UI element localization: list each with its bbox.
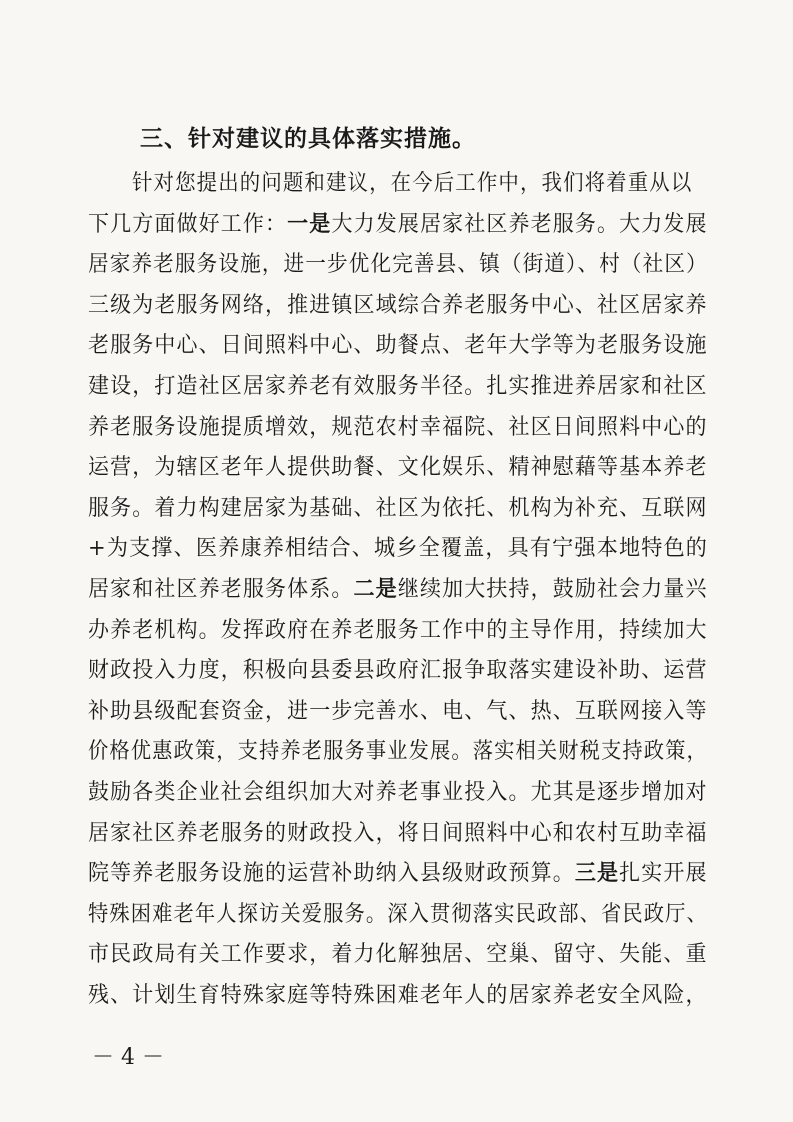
- text-segment: +为支撑、医养康养相结合、城乡全覆盖，具有宁强本地特色的: [88, 536, 709, 562]
- text-segment: 居家和社区养老服务体系。: [88, 577, 354, 602]
- text-segment: 大力发展居家社区养老服务。大力发展: [331, 211, 708, 237]
- text-line: [88, 288, 708, 319]
- text-segment: 市民政局有关工作要求，着力化解独居、空巢、留守、失能、重: [88, 942, 708, 968]
- emphasis-text: 一是: [287, 211, 332, 237]
- text-line: [88, 775, 708, 806]
- text-segment: 财政投入力度，积极向县委县政府汇报争取落实建设补助、运营: [88, 658, 708, 684]
- text-line: [88, 613, 708, 644]
- text-line: [88, 450, 708, 481]
- text-line: [88, 694, 708, 725]
- text-segment: 运营，为辖区老年人提供助餐、文化娱乐、精神慰藉等基本养老: [88, 455, 708, 481]
- page-number: － 4 －: [92, 1045, 164, 1070]
- text-line: [88, 491, 708, 522]
- text-segment: 老服务中心、日间照料中心、助餐点、老年大学等为老服务设施: [88, 333, 708, 359]
- text-line: [88, 734, 708, 765]
- section-heading: 三、针对建议的具体落实措施。: [140, 126, 476, 152]
- text-segment: 扎实开展: [619, 861, 708, 887]
- text-line: [88, 369, 708, 400]
- text-line: [88, 572, 708, 603]
- text-line: [88, 937, 708, 968]
- text-line: [132, 166, 708, 197]
- emphasis-text: 三是: [574, 861, 620, 887]
- text-segment: 三级为老服务网络，推进镇区域综合养老服务中心、社区居家养: [88, 292, 708, 318]
- text-line: [88, 207, 708, 238]
- text-line: [88, 531, 709, 562]
- text-line: [88, 978, 708, 1009]
- text-line: [88, 410, 708, 441]
- text-segment: 建设，打造社区居家养老有效服务半径。扎实推进养居家和社区: [88, 374, 708, 399]
- text-segment: 院等养老服务设施的运营补助纳入县级财政预算。: [88, 861, 575, 887]
- text-segment: 服务。着力构建居家为基础、社区为依托、机构为补充、互联网: [88, 495, 708, 521]
- text-segment: 价格优惠政策，支持养老服务事业发展。落实相关财税支持政策，: [88, 739, 708, 765]
- text-segment: 办养老机构。发挥政府在养老服务工作中的主导作用，持续加大: [88, 617, 708, 643]
- text-segment: 下几方面做好工作：: [88, 211, 288, 237]
- text-segment: 针对您提出的问题和建议，在今后工作中，我们将着重从以: [132, 171, 693, 196]
- text-segment: 养老服务设施提质增效，规范农村幸福院、社区日间照料中心的: [88, 414, 708, 440]
- text-segment: 居家养老服务设施，进一步优化完善县、镇（街道）、村（社区）: [88, 252, 708, 278]
- text-segment: 残、计划生育特殊家庭等特殊困难老年人的居家养老安全风险，: [88, 983, 708, 1008]
- text-line: [88, 856, 708, 887]
- emphasis-text: 二是: [353, 577, 398, 602]
- text-line: [88, 816, 708, 847]
- text-line: [88, 247, 708, 278]
- text-line: [88, 328, 708, 359]
- text-line: [88, 897, 708, 928]
- text-line: [88, 653, 708, 684]
- text-segment: 居家社区养老服务的财政投入，将日间照料中心和农村互助幸福: [88, 820, 708, 846]
- text-segment: 特殊困难老年人探访关爱服务。深入贯彻落实民政部、省民政厅、: [88, 901, 708, 927]
- text-segment: 鼓励各类企业社会组织加大对养老事业投入。尤其是逐步增加对: [88, 780, 708, 805]
- text-segment: 补助县级配套资金，进一步完善水、电、气、热、互联网接入等: [88, 698, 708, 724]
- text-segment: 继续加大扶持，鼓励社会力量兴: [397, 577, 708, 602]
